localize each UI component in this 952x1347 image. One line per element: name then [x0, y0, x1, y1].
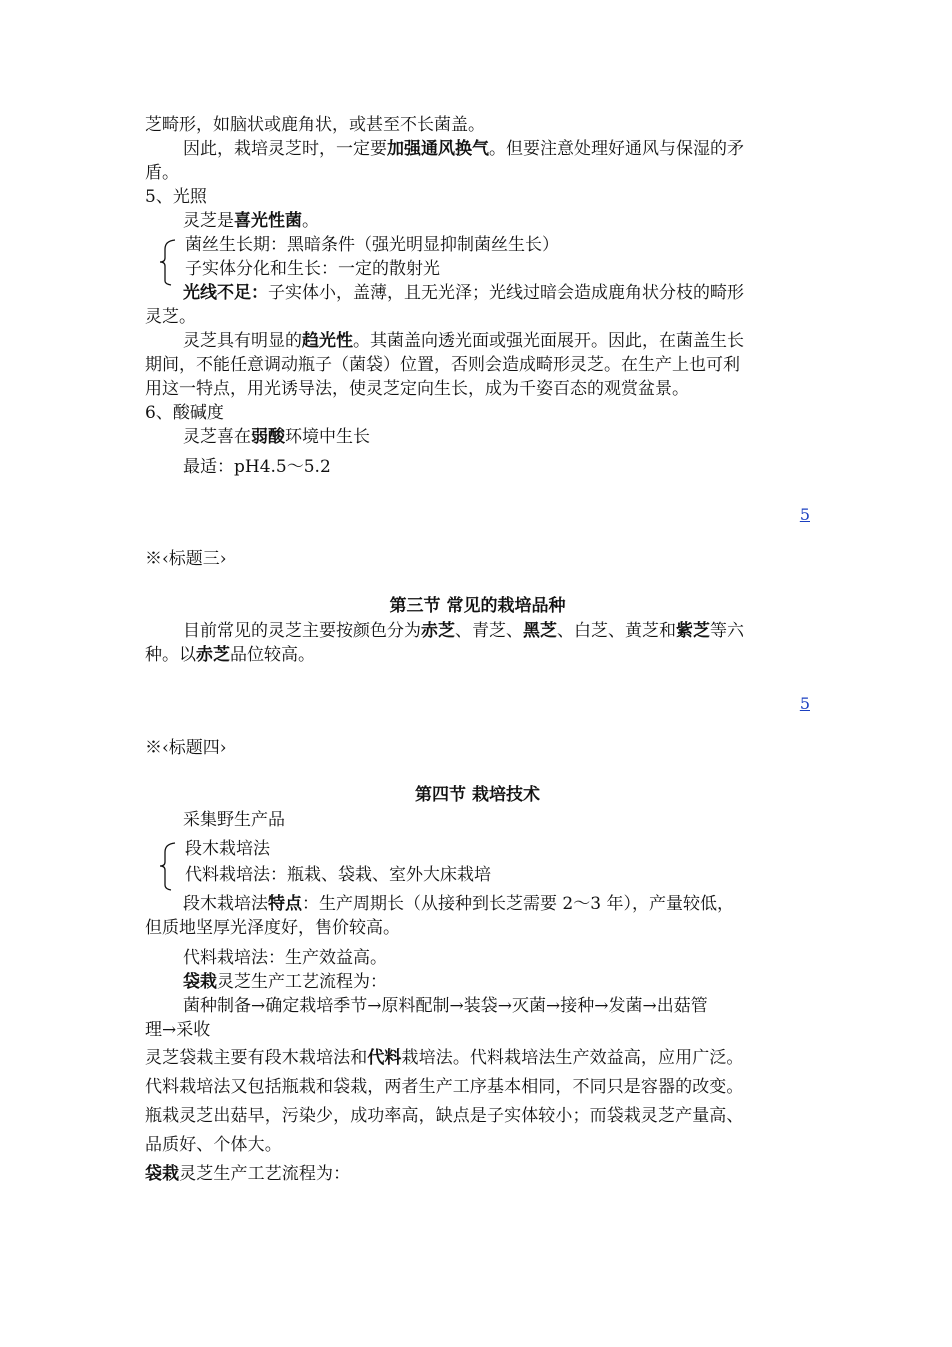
list-item: 代料栽培法：瓶栽、袋栽、室外大床栽培: [185, 865, 491, 885]
paragraph-continuation: 种。以赤芝品位较高。: [145, 645, 315, 665]
paragraph-continuation: 但质地坚厚光泽度好，售价较高。: [145, 918, 400, 938]
paragraph: 袋栽灵芝生产工艺流程为：: [145, 1164, 351, 1184]
paragraph: 灵芝具有明显的趋光性。其菌盖向透光面或强光面展开。因此，在菌盖生长: [183, 331, 744, 351]
page-number-link[interactable]: 5: [799, 694, 810, 713]
brace-icon: [157, 237, 177, 287]
paragraph-continuation: 用这一特点，用光诱导法，使灵芝定向生长，成为千姿百态的观赏盆景。: [145, 379, 689, 399]
paragraph: 灵芝是喜光性菌。: [183, 211, 319, 231]
page-number-row: [145, 692, 810, 716]
paragraph: 灵芝喜在弱酸环境中生长: [183, 427, 370, 447]
section-title: 第三节 常见的栽培品种: [389, 596, 566, 616]
paragraph: 最适：pH4.5～5.2: [183, 457, 331, 477]
paragraph: 芝畸形，如脑状或鹿角状，或甚至不长菌盖。: [145, 115, 485, 135]
list-item: 子实体分化和生长：一定的散射光: [185, 259, 440, 279]
light-conditions-list: [145, 233, 810, 281]
process-flow: 菌种制备→确定栽培季节→原料配制→装袋→灭菌→接种→发菌→出菇管: [183, 996, 708, 1016]
paragraph: 光线不足：子实体小，盖薄，且无光泽；光线过暗会造成鹿角状分枝的畸形: [183, 283, 744, 303]
paragraph-continuation: 品质好、个体大。: [145, 1135, 282, 1155]
paragraph: 袋栽灵芝生产工艺流程为：: [183, 972, 387, 992]
paragraph: 目前常见的灵芝主要按颜色分为赤芝、青芝、黑芝、白芝、黄芝和紫芝等六: [183, 621, 744, 641]
section-heading: 5、光照: [145, 187, 207, 207]
paragraph-continuation: 代料栽培法又包括瓶栽和袋栽，两者生产工序基本相同，不同只是容器的改变。: [145, 1077, 744, 1097]
page-number-row: [145, 503, 810, 527]
paragraph-continuation: 期间，不能任意调动瓶子（菌袋）位置，否则会造成畸形灵芝。在生产上也可利: [145, 355, 740, 375]
paragraph-continuation: 灵芝。: [145, 307, 196, 327]
brace-icon: [157, 840, 177, 892]
heading-marker: ※‹标题三›: [145, 549, 227, 569]
paragraph: 代料栽培法：生产效益高。: [183, 948, 387, 968]
section-heading: 6、酸碱度: [145, 403, 224, 423]
paragraph: 因此，栽培灵芝时，一定要加强通风换气。但要注意处理好通风与保湿的矛: [183, 139, 744, 159]
paragraph: 采集野生产品: [183, 810, 285, 830]
paragraph-continuation: 瓶栽灵芝出菇早，污染少，成功率高，缺点是子实体较小；而袋栽灵芝产量高、: [145, 1106, 744, 1126]
list-item: 菌丝生长期：黑暗条件（强光明显抑制菌丝生长）: [185, 235, 559, 255]
list-item: 段木栽培法: [185, 839, 270, 859]
heading-marker: ※‹标题四›: [145, 738, 227, 758]
section-title: 第四节 栽培技术: [415, 785, 540, 805]
process-flow-continuation: 理→采收: [145, 1020, 211, 1040]
document-page: [145, 113, 810, 1189]
paragraph-continuation: 盾。: [145, 163, 179, 183]
paragraph: 灵芝袋栽主要有段木栽培法和代料栽培法。代料栽培法生产效益高，应用广泛。: [145, 1048, 744, 1068]
page-number-link[interactable]: 5: [799, 505, 810, 524]
paragraph: 段木栽培法特点：生产周期长（从接种到长芝需要 2～3 年），产量较低，: [183, 894, 734, 914]
cultivation-methods-list: [145, 836, 810, 888]
